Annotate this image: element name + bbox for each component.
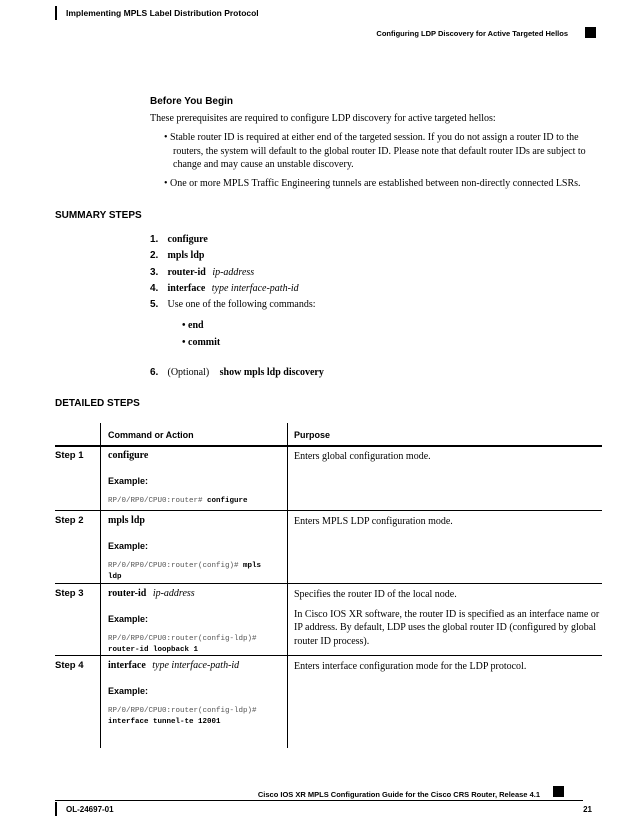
- footer-marker: [553, 786, 564, 797]
- example-label: Example:: [108, 476, 149, 486]
- row-command: [108, 660, 239, 671]
- code-example: [108, 634, 257, 656]
- row-rule: [55, 583, 602, 584]
- code-example: [108, 561, 261, 583]
- step-text: Use one of the following commands:: [167, 299, 316, 310]
- row-command: [108, 588, 195, 599]
- row-purpose: Enters interface configuration mode for the LDP protocol.: [294, 661, 527, 672]
- command-keyword: interface: [108, 660, 146, 671]
- step-number: 1.: [150, 234, 159, 245]
- summary-step-4: [150, 283, 299, 294]
- step-command: show mpls ldp discovery: [219, 367, 324, 378]
- summary-step-1: [150, 234, 208, 245]
- row-rule: [55, 655, 602, 656]
- example-label: Example:: [108, 614, 149, 624]
- code-prompt: RP/0/RP0/CPU0:router#: [108, 497, 208, 505]
- bullet-router-id: [164, 131, 586, 172]
- command-keyword: router-id: [108, 588, 147, 599]
- column-divider-left: [100, 423, 101, 748]
- bullet-te-tunnels: • One or more MPLS Traffic Engineering tunnels are established between non-directly connected LSRs.: [164, 178, 581, 189]
- row-command: mpls ldp: [108, 515, 145, 526]
- purpose-line: Specifies the router ID of the local node.: [294, 589, 457, 600]
- step-label: Step 1: [55, 450, 84, 461]
- sub-command: • commit: [182, 337, 221, 348]
- code-command: interface tunnel-te 12001: [108, 718, 221, 726]
- summary-step-5: [150, 299, 316, 310]
- step-label: Step 2: [55, 515, 84, 526]
- summary-steps-heading: SUMMARY STEPS: [55, 210, 142, 221]
- before-intro: These prerequisites are required to configure LDP discovery for active targeted hellos:: [150, 113, 496, 124]
- before-you-begin-heading: Before You Begin: [150, 96, 233, 107]
- column-command: Command or Action: [108, 430, 194, 440]
- sub-command-commit: [182, 337, 220, 348]
- summary-step-3: [150, 267, 254, 278]
- step-command: router-id: [167, 267, 206, 278]
- code-prompt: RP/0/RP0/CPU0:router(config-ldp)#: [108, 707, 257, 715]
- chapter-title: Implementing MPLS Label Distribution Protocol: [66, 8, 259, 18]
- code-prompt: RP/0/RP0/CPU0:router(config-ldp)#: [108, 635, 257, 643]
- step-argument: ip-address: [212, 267, 255, 278]
- sub-command-end: [182, 320, 204, 331]
- step-number: 5.: [150, 299, 159, 310]
- page-number: 21: [583, 805, 592, 814]
- table-header-rule: [55, 445, 602, 447]
- row-rule: [55, 510, 602, 511]
- example-label: Example:: [108, 686, 149, 696]
- step-number: 2.: [150, 250, 159, 261]
- example-label: Example:: [108, 541, 149, 551]
- column-divider-right: [287, 423, 288, 748]
- row-purpose: Enters global configuration mode.: [294, 451, 431, 462]
- purpose-line: In Cisco IOS XR software, the router ID is specified as an interface name or IP address. By default, LDP uses the global router ID (configured by global router ID process).: [294, 608, 600, 647]
- row-purpose: Enters MPLS LDP configuration mode.: [294, 516, 453, 527]
- footer-doc-id: OL-24697-01: [66, 805, 114, 814]
- code-example: [108, 706, 257, 728]
- section-title: Configuring LDP Discovery for Active Targeted Hellos: [376, 29, 568, 38]
- code-command: router-id loopback 1: [108, 646, 199, 654]
- step-label: Step 3: [55, 588, 84, 599]
- detailed-steps-heading: DETAILED STEPS: [55, 398, 140, 409]
- header-marker: [585, 27, 596, 38]
- code-command: mpls: [243, 562, 262, 570]
- step-argument: type interface-path-id: [211, 283, 299, 294]
- footer-guide-title: Cisco IOS XR MPLS Configuration Guide for the Cisco CRS Router, Release 4.1: [257, 790, 540, 799]
- command-argument: type interface-path-id: [152, 660, 240, 671]
- column-purpose: Purpose: [294, 430, 331, 440]
- code-command: ldp: [108, 573, 122, 581]
- step-number: 4.: [150, 283, 159, 294]
- row-command: configure: [108, 450, 149, 461]
- sub-command: • end: [182, 320, 204, 331]
- footer-bar: [55, 802, 57, 816]
- step-command: interface: [167, 283, 206, 294]
- footer-rule: [55, 800, 583, 801]
- code-example: [108, 497, 248, 505]
- step-number: 3.: [150, 267, 159, 278]
- bullet-line: • Stable router ID is required at either end of the targeted session. If you do not assign a router ID to the: [164, 132, 579, 143]
- step-text: (Optional): [167, 367, 210, 378]
- step-number: 6.: [150, 367, 159, 378]
- step-command: configure: [167, 234, 208, 245]
- step-command: mpls ldp: [167, 250, 205, 261]
- command-argument: ip-address: [152, 588, 195, 599]
- step-label: Step 4: [55, 660, 84, 671]
- code-command: configure: [207, 497, 248, 505]
- code-prompt: RP/0/RP0/CPU0:router(config)#: [108, 562, 244, 570]
- summary-step-2: [150, 250, 204, 261]
- bullet-line: routers, the system will default to the global router ID. Please note that default router IDs are subject to: [173, 145, 586, 157]
- row-purpose: [294, 588, 604, 648]
- summary-step-6: [150, 367, 324, 378]
- bullet-line: change and may cause an unstable discovery.: [173, 159, 354, 170]
- header-bar: [55, 6, 57, 20]
